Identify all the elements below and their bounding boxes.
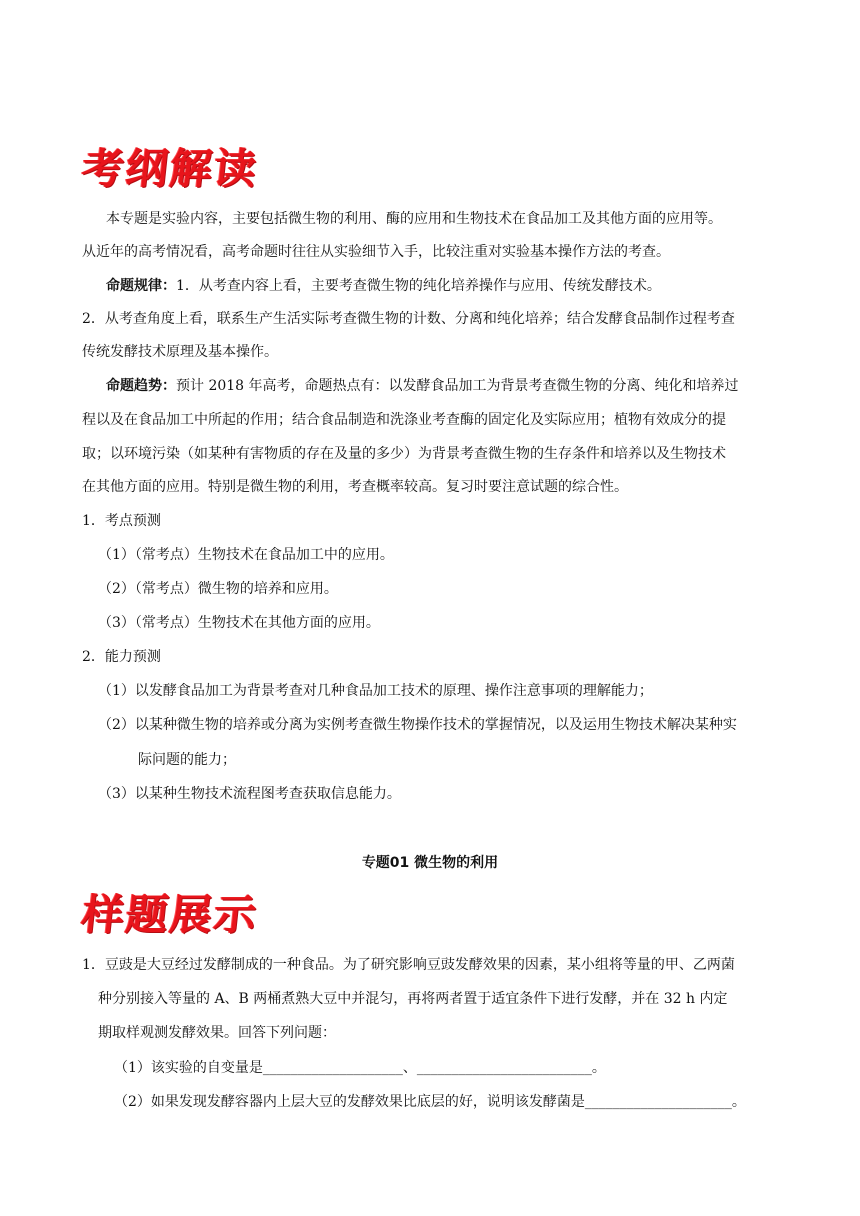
ability-heading: 2．能力预测 xyxy=(82,649,161,665)
topic-title: 专题01 微生物的利用 xyxy=(361,855,499,871)
syllabus-banner: 考纲解读 xyxy=(79,144,261,193)
rules-label: 命题规律： xyxy=(106,278,176,294)
trends-text-1: 预计 2018 年高考，命题热点有：以发酵食品加工为背景考查微生物的分离、纯化和培养过 xyxy=(176,378,739,394)
forecast-item-1: （1）（常考点）生物技术在食品加工中的应用。 xyxy=(98,547,394,563)
ability-item-3: （3）以某种生物技术流程图考查获取信息能力。 xyxy=(98,786,401,802)
samples-banner: 样题展示 xyxy=(79,890,261,939)
trends-line-2: 程以及在食品加工中所起的作用；结合食品制造和洗涤业考查酶的固定化及实际应用；植物有效成分的提 xyxy=(82,412,726,428)
question-line-2: 种分别接入等量的 A、B 两桶煮熟大豆中并混匀，再将两者置于适宜条件下进行发酵，并在 32 h 内定 xyxy=(98,991,728,1007)
forecast-heading: 1．考点预测 xyxy=(82,513,161,529)
ability-item-2a: （2）以某种微生物的培养或分离为实例考查微生物操作技术的掌握情况，以及运用生物技术解决某种实 xyxy=(98,717,737,733)
intro-line-2: 从近年的高考情况看，高考命题时往往从实验细节入手，比较注重对实验基本操作方法的考查。 xyxy=(82,244,670,260)
trends-line-4: 在其他方面的应用。特别是微生物的利用，考查概率较高。复习时要注意试题的综合性。 xyxy=(82,479,628,495)
trends-label: 命题趋势： xyxy=(106,378,176,394)
trends-line-3: 取；以环境污染（如某种有害物质的存在及量的多少）为背景考查微生物的生存条件和培养以及生物技术 xyxy=(82,446,726,462)
rules-text-1: 1．从考查内容上看，主要考查微生物的纯化培养操作与应用、传统发酵技术。 xyxy=(176,278,661,294)
intro-line-1: 本专题是实验内容，主要包括微生物的利用、酶的应用和生物技术在食品加工及其他方面的应用等。 xyxy=(106,211,722,227)
rules-line-3: 传统发酵技术原理及基本操作。 xyxy=(82,344,278,360)
question-line-3: 期取样观测发酵效果。回答下列问题： xyxy=(98,1025,336,1041)
ability-item-1: （1）以发酵食品加工为背景考查对几种食品加工技术的原理、操作注意事项的理解能力； xyxy=(98,683,653,699)
rules-line-2: 2．从考查角度上看，联系生产生活实际考查微生物的计数、分离和纯化培养；结合发酵食品制作过程考查 xyxy=(82,311,735,327)
question-sub-1: （1）该实验的自变量是____________________、_________________________。 xyxy=(114,1060,606,1076)
trends-line-1 xyxy=(106,376,739,396)
question-sub-2: （2）如果发现发酵容器内上层大豆的发酵效果比底层的好，说明该发酵菌是_____________________。 xyxy=(114,1094,746,1110)
forecast-item-2: （2）（常考点）微生物的培养和应用。 xyxy=(98,581,338,597)
forecast-item-3: （3）（常考点）生物技术在其他方面的应用。 xyxy=(98,615,380,631)
rules-line-1 xyxy=(106,276,661,296)
question-line-1: 1．豆豉是大豆经过发酵制成的一种食品。为了研究影响豆豉发酵效果的因素，某小组将等量的甲、乙两菌 xyxy=(82,957,735,973)
ability-item-2b: 际问题的能力； xyxy=(138,752,236,768)
